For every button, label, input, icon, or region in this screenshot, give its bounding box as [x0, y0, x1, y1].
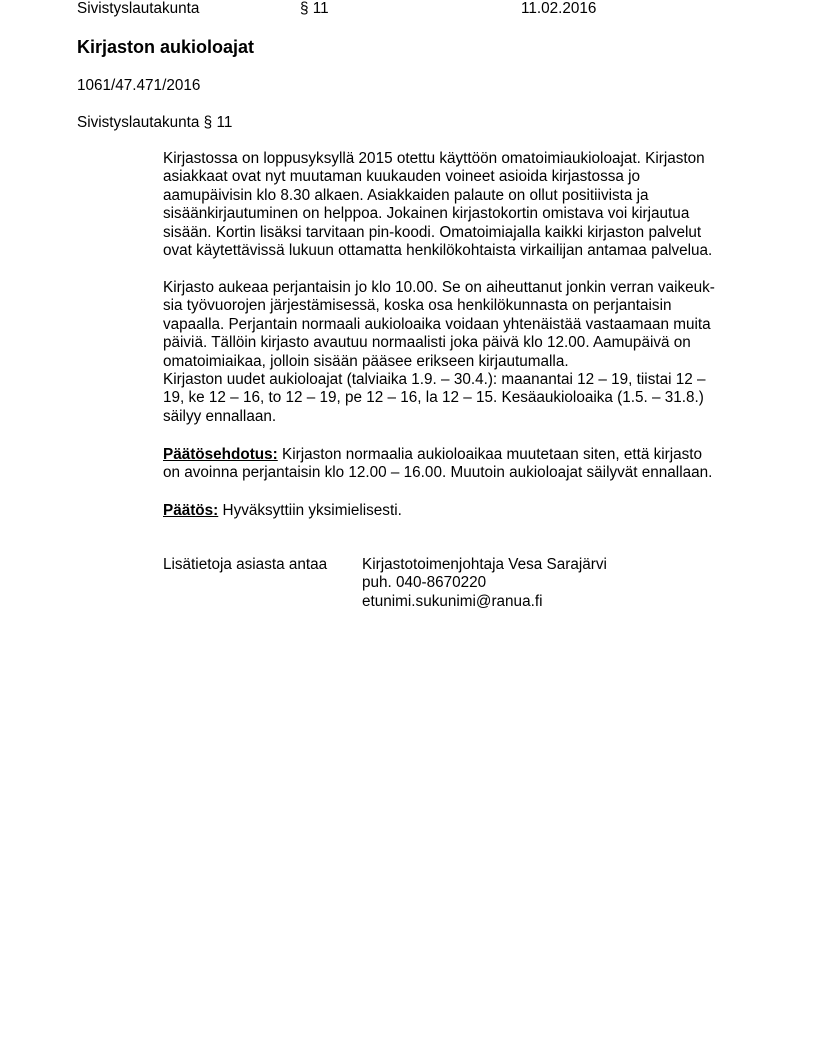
header-section: § 11 [300, 0, 329, 17]
contact-label: Lisätietoja asiasta antaa [163, 556, 328, 573]
header-date: 11.02.2016 [521, 0, 597, 17]
contact-phone: puh. 040-8670220 [362, 574, 487, 592]
record-number: 1061/47.471/2016 [77, 77, 201, 94]
text-line: ovat käytettävissä lukuun ottamatta henkilökohtaista virkailijan antamaa palvelua. [163, 242, 713, 260]
text-line: 19, ke 12 – 16, to 12 – 19, pe 12 – 16, la 12 – 15. Kesäaukioloaika (1.5. – 31.8.) [163, 389, 704, 407]
contact-email: etunimi.sukunimi@ranua.fi [362, 592, 543, 610]
text-line: Kirjaston uudet aukioloajat (talviaika 1.9. – 30.4.): maanantai 12 – 19, tiistai 12 – [163, 371, 706, 389]
proposal-label: Päätösehdotus: [163, 446, 278, 463]
text-line: vapaalla. Perjantain normaali aukioloaika voidaan yhtenäistää vastaamaan muita [163, 315, 711, 333]
contact-info [362, 556, 607, 611]
text-line: aamupäivisin klo 8.30 alkaen. Asiakkaiden palaute on ollut positiivista ja [163, 186, 649, 204]
text-line: Kirjaston normaalia aukioloaikaa muutetaan siten, että kirjasto [277, 446, 703, 463]
decision [163, 502, 402, 520]
text-line: asiakkaat ovat nyt muutaman kuukauden voineet asioida kirjastossa jo [163, 168, 641, 186]
paragraph-2 [163, 279, 715, 426]
text-line: omatoimiaikaa, jolloin sisään pääsee erikseen kirjautumalla. [163, 352, 569, 370]
text-line: säilyy ennallaan. [163, 407, 277, 425]
proposal [163, 446, 712, 483]
header-board: Sivistyslautakunta [77, 0, 200, 17]
text-line: sisäänkirjautuminen on helppoa. Jokainen kirjastokortin omistava voi kirjautua [163, 205, 690, 223]
text-line: sisään. Kortin lisäksi tarvitaan pin-koodi. Omatoimiajalla kaikki kirjaston palvelut [163, 223, 702, 241]
paragraph-1 [163, 150, 712, 260]
page-title: Kirjaston aukioloajat [77, 37, 255, 57]
decision-text: Hyväksyttiin yksimielisesti. [218, 502, 402, 519]
decision-label: Päätös: [163, 502, 219, 519]
text-line: on avoinna perjantaisin klo 12.00 – 16.00. Muutoin aukioloajat säilyvät ennallaan. [163, 464, 713, 482]
text-line: päiviä. Tällöin kirjasto avautuu normaalisti joka päivä klo 12.00. Aamupäivä on [163, 334, 691, 352]
text-line: sia työvuorojen järjestämisessä, koska osa henkilökunnasta on perjantaisin [163, 297, 672, 315]
text-line: Kirjasto aukeaa perjantaisin jo klo 10.00. Se on aiheuttanut jonkin verran vaikeuk- [163, 279, 715, 296]
contact-name: Kirjastotoimenjohtaja Vesa Sarajärvi [362, 556, 607, 573]
text-line: Kirjastossa on loppusyksyllä 2015 otettu käyttöön omatoimiaukioloajat. Kirjaston [163, 150, 705, 167]
reference: Sivistyslautakunta § 11 [77, 114, 233, 131]
